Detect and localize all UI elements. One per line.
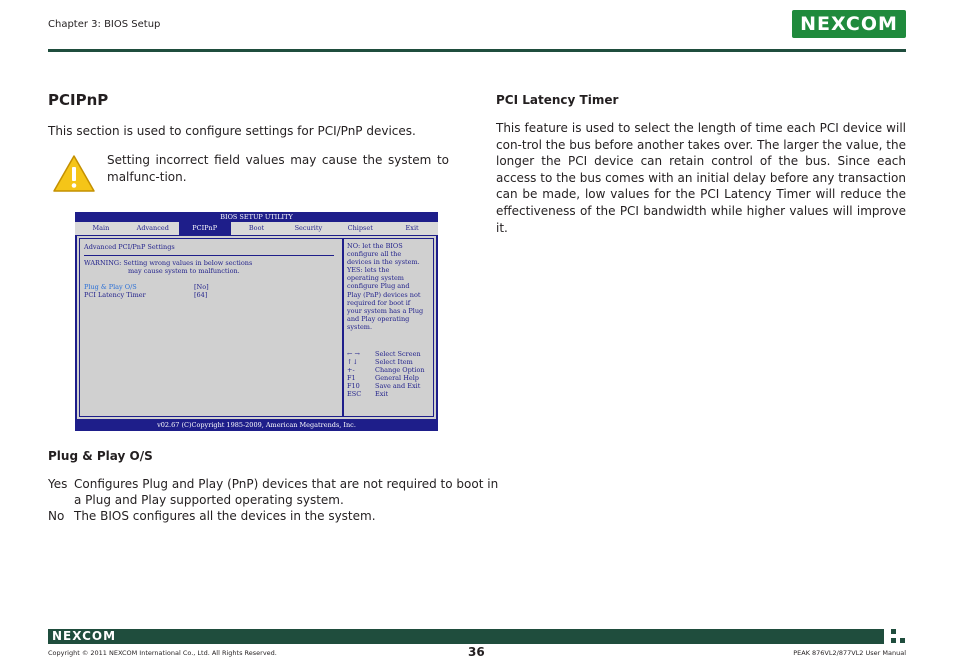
bios-key: ← → bbox=[347, 350, 360, 358]
bios-tab-advanced: Advanced bbox=[136, 224, 169, 232]
bios-title: BIOS SETUP UTILITY bbox=[220, 213, 293, 221]
bios-key: F10 bbox=[347, 382, 360, 390]
bios-help-line: your system has a Plug bbox=[347, 306, 424, 315]
bios-help-line: system. bbox=[347, 322, 373, 331]
option-key: Yes bbox=[48, 477, 68, 491]
bios-tab-main: Main bbox=[92, 224, 110, 232]
bios-warning-line1: WARNING: Setting wrong values in below sections bbox=[84, 259, 253, 267]
footer-bar bbox=[48, 629, 884, 644]
bios-help-text bbox=[347, 242, 431, 331]
bios-help-line: operating system bbox=[347, 274, 404, 283]
bios-help-line: configure Plug and bbox=[347, 282, 410, 291]
bios-item-value: [No] bbox=[194, 283, 209, 291]
option-desc: a Plug and Play supported operating system. bbox=[74, 493, 344, 507]
footer-square bbox=[900, 638, 905, 643]
bios-tab-chipset: Chipset bbox=[347, 224, 373, 232]
chapter-title: Chapter 3: BIOS Setup bbox=[48, 19, 161, 30]
section-intro: This section is used to configure settings for PCI/PnP devices. bbox=[48, 124, 416, 138]
bios-tab-exit: Exit bbox=[405, 224, 419, 232]
bios-tab-security: Security bbox=[294, 224, 323, 232]
option-key: No bbox=[48, 509, 65, 523]
option-desc: Configures Plug and Play (PnP) devices that are not required to boot in bbox=[74, 477, 499, 491]
page-number: 36 bbox=[468, 645, 485, 659]
bios-help-line: YES: lets the bbox=[347, 266, 390, 275]
bios-item-label: Plug & Play O/S bbox=[84, 283, 137, 291]
bios-tab-boot: Boot bbox=[248, 224, 265, 232]
bios-item-value: [64] bbox=[194, 291, 208, 299]
bios-help-line: and Play operating bbox=[347, 314, 410, 323]
bios-help-pane bbox=[343, 238, 434, 417]
bios-settings-pane bbox=[79, 238, 343, 417]
bios-help-line: devices in the system. bbox=[347, 258, 420, 267]
bios-help-line: configure all the bbox=[347, 250, 402, 259]
bios-tab-pcipnp: PCIPnP bbox=[179, 222, 231, 235]
option-desc: The BIOS configures all the devices in the system. bbox=[74, 509, 376, 523]
bios-key-desc: General Help bbox=[375, 374, 419, 382]
section-title: PCIPnP bbox=[48, 91, 109, 109]
plug-play-heading: Plug & Play O/S bbox=[48, 449, 153, 463]
bios-footer: v02.67 (C)Copyright 1985-2009, American Megatrends, Inc. bbox=[157, 421, 356, 429]
pci-latency-heading: PCI Latency Timer bbox=[496, 93, 619, 107]
footer-square bbox=[891, 629, 896, 634]
bios-key-desc: Save and Exit bbox=[375, 382, 421, 390]
header-divider bbox=[48, 49, 906, 52]
bios-help-line: required for boot if bbox=[347, 298, 411, 307]
bios-warning-line2: may cause system to malfunction. bbox=[128, 267, 240, 275]
bios-menu-bar bbox=[75, 222, 438, 235]
bios-key: ESC bbox=[347, 390, 362, 398]
bios-key-desc: Select Screen bbox=[375, 350, 421, 358]
footer-square bbox=[891, 638, 896, 643]
warning-text: Setting incorrect field values may cause the system to malfunc-tion. bbox=[107, 153, 449, 184]
bios-help-line: NO: let the BIOS bbox=[347, 242, 403, 250]
bios-key: F1 bbox=[347, 374, 356, 382]
nexcom-logo: NEXCOM bbox=[792, 10, 906, 38]
bios-key: +- bbox=[347, 366, 355, 374]
bios-key-desc: Exit bbox=[375, 390, 389, 398]
bios-key-desc: Change Option bbox=[375, 366, 425, 374]
pci-latency-text: This feature is used to select the length of time each PCI device will con-trol the bus before another takes over. The larger the value, the longer the PCI device can retain control of the bus. Since each access to the bus comes with an initial delay before any transaction can be made, low values for the PCI Latency Timer will reduce the effectiveness of the PCI bandwidth while higher values will improve it. bbox=[496, 121, 906, 235]
bios-help-line: Play (PnP) devices not bbox=[347, 290, 421, 299]
footer-logo: NEXCOM bbox=[52, 629, 117, 643]
bios-key: ↑↓ bbox=[347, 358, 358, 366]
bios-key-desc: Select Item bbox=[375, 358, 413, 366]
bios-screenshot bbox=[75, 212, 438, 431]
bios-panel-title: Advanced PCI/PnP Settings bbox=[84, 243, 175, 251]
copyright-text: Copyright © 2011 NEXCOM International Co., Ltd. All Rights Reserved. bbox=[48, 649, 277, 657]
bios-item-label: PCI Latency Timer bbox=[84, 291, 146, 299]
manual-title: PEAK 876VL2/877VL2 User Manual bbox=[793, 649, 906, 657]
bios-separator bbox=[84, 255, 334, 256]
warning-icon bbox=[52, 154, 96, 194]
bios-panel bbox=[77, 236, 436, 419]
